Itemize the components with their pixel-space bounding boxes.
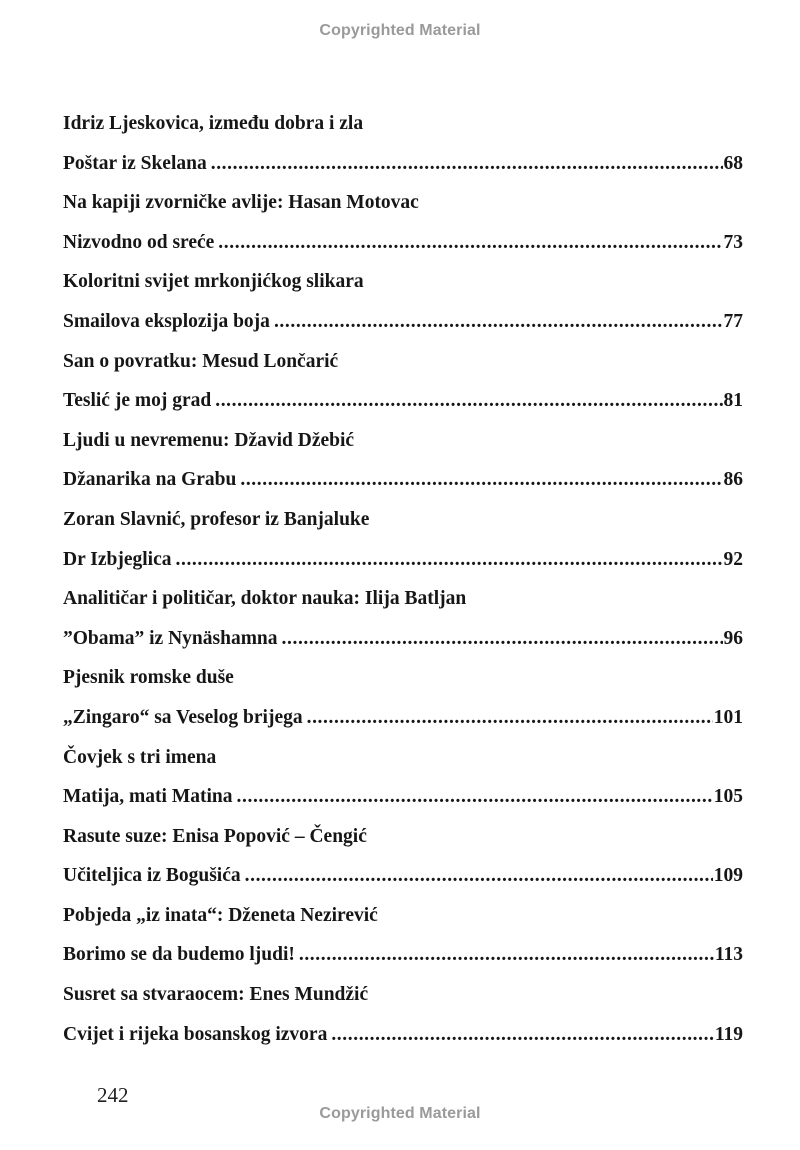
toc-entry-title: Matija, mati Matina — [63, 786, 233, 808]
toc-subtitle: Čovjek s tri imena — [63, 746, 217, 768]
toc-subtitle: Zoran Slavnić, profesor iz Banjaluke — [63, 508, 370, 530]
dot-leader — [176, 545, 723, 575]
toc-page-number: 81 — [723, 390, 743, 412]
toc-subtitle: Na kapiji zvorničke avlije: Hasan Motovac — [63, 192, 419, 214]
toc-entry-title: Poštar iz Skelana — [63, 152, 207, 174]
toc-entry — [63, 1020, 743, 1060]
toc-page-number: 96 — [723, 627, 743, 649]
toc-entry — [63, 228, 743, 268]
toc-entry — [63, 465, 743, 505]
dot-leader — [245, 861, 713, 891]
toc-entry-title: ”Obama” iz Nynäshamna — [63, 627, 278, 649]
toc-subtitle: San o povratku: Mesud Lončarić — [63, 350, 339, 372]
watermark-bottom: Copyrighted Material — [319, 1105, 481, 1122]
dot-leader — [240, 465, 722, 495]
toc-entry — [63, 861, 743, 901]
toc-page-number: 86 — [723, 469, 743, 491]
toc-entry — [63, 703, 743, 743]
toc-page-number: 101 — [713, 706, 743, 728]
watermark-top: Copyrighted Material — [319, 22, 481, 39]
toc-entry — [63, 624, 743, 664]
toc-entry-title: Nizvodno od sreće — [63, 231, 215, 253]
dot-leader — [237, 782, 713, 812]
toc-page-number: 105 — [713, 786, 743, 808]
toc-page-number: 92 — [723, 548, 743, 570]
toc-entry-title: Džanarika na Grabu — [63, 469, 237, 491]
toc-subtitle: Koloritni svijet mrkonjićkog slikara — [63, 271, 364, 293]
toc-subtitle: Analitičar i političar, doktor nauka: Ilija Batljan — [63, 588, 467, 610]
dot-leader — [307, 703, 713, 733]
toc-entry-title: Teslić je moj grad — [63, 390, 212, 412]
toc-entry — [63, 940, 743, 980]
dot-leader — [274, 307, 723, 337]
toc-subtitle: Ljudi u nevremenu: Džavid Džebić — [63, 429, 355, 451]
toc-entry — [63, 782, 743, 822]
page-number: 242 — [97, 1083, 129, 1107]
dot-leader — [331, 1020, 713, 1050]
toc-entry — [63, 545, 743, 585]
toc-entry-title: Učiteljica iz Bogušića — [63, 865, 241, 887]
dot-leader — [215, 386, 722, 416]
table-of-contents — [63, 109, 743, 1059]
toc-page-number: 109 — [713, 865, 743, 887]
toc-subtitle: Pjesnik romske duše — [63, 667, 234, 689]
toc-page-number: 77 — [723, 310, 743, 332]
dot-leader — [211, 149, 723, 179]
toc-page-number: 73 — [723, 231, 743, 253]
toc-subtitle: Susret sa stvaraocem: Enes Mundžić — [63, 984, 369, 1006]
dot-leader — [218, 228, 722, 258]
toc-entry — [63, 307, 743, 347]
toc-subtitle: Rasute suze: Enisa Popović – Čengić — [63, 825, 367, 847]
toc-entry-title: Dr Izbjeglica — [63, 548, 172, 570]
toc-entry — [63, 386, 743, 426]
toc-subtitle: Pobjeda „iz inata“: Dženeta Nezirević — [63, 904, 378, 926]
toc-page-number: 119 — [714, 1023, 743, 1045]
dot-leader — [282, 624, 723, 654]
toc-entry-title: Cvijet i rijeka bosanskog izvora — [63, 1023, 328, 1045]
toc-page-number: 113 — [714, 944, 743, 966]
toc-entry-title: „Zingaro“ sa Veselog brijega — [63, 706, 303, 728]
toc-entry-title: Borimo se da budemo ljudi! — [63, 944, 295, 966]
toc-page-number: 68 — [723, 152, 743, 174]
dot-leader — [299, 940, 714, 970]
toc-entry-title: Smailova eksplozija boja — [63, 310, 270, 332]
toc-entry — [63, 149, 743, 189]
toc-subtitle: Idriz Ljeskovica, između dobra i zla — [63, 113, 364, 134]
